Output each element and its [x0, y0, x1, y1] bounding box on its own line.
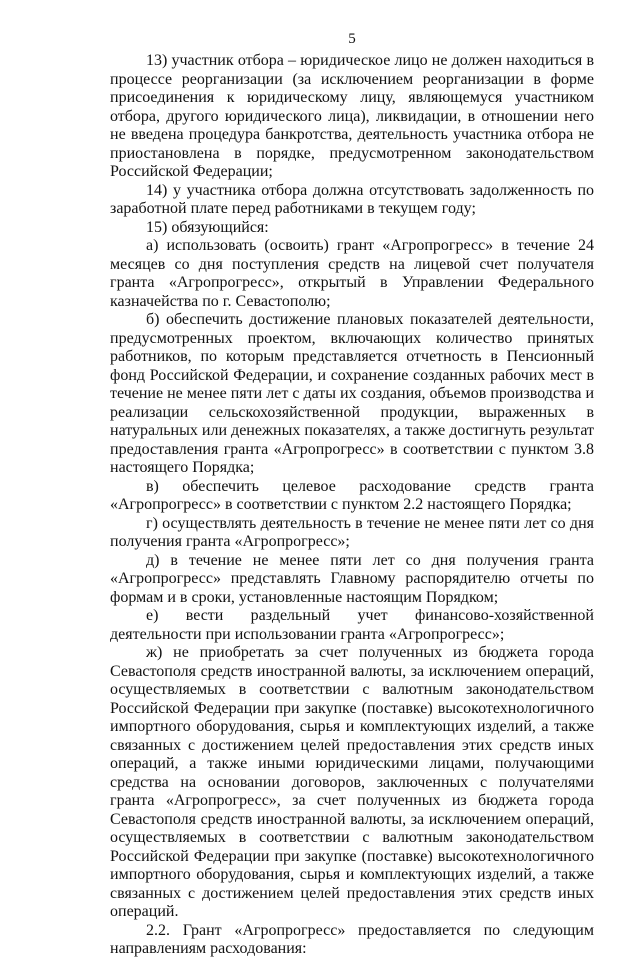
page-number: 5 — [348, 31, 356, 47]
paragraph-15-obligations: 15) обязующийся: — [146, 218, 269, 236]
paragraph-13-reorganization: 13) участник отбора – юридическое лицо не должен находиться в процессе реорганизации (за исключением реорганизации в форме присоединения к юридическому лицу, являющемуся участником отбора, другого юридического лица), ликвидации, в отношении него не введена процедура банкротства, деятельность участника отбора не приостановлена в порядке, предусмотренном законодательством Российской Федерации; — [110, 52, 594, 180]
document-body — [110, 52, 594, 959]
paragraph-b-targets: б) обеспечить достижение плановых показателей деятельности, предусмотренных проектом, включающих количество принятых работников, по которым представляется отчетность в Пенсионный фонд Российской Федерации, и сохранение созданных рабочих мест в течение не менее пяти лет с даты их создания, объемов производства и реализации сельскохозяйственной продукции, выраженных в натуральных или денежных показателях, а также достигнуть результат предоставления гранта «Агропрогресс» в соответствии с пунктом 3.8 настоящего Порядка; — [110, 311, 594, 476]
paragraph-14-wage-debt: 14) у участника отбора должна отсутствовать задолженность по заработной плате перед работниками в текущем году; — [110, 181, 594, 217]
paragraph-e-accounting: е) вести раздельный учет финансово-хозяйственной деятельности при использовании гранта «Агропрогресс»; — [110, 607, 594, 643]
paragraph-g-activity: г) осуществлять деятельность в течение не менее пяти лет со дня получения гранта «Агропрогресс»; — [110, 514, 594, 550]
paragraph-zh-currency: ж) не приобретать за счет полученных из бюджета города Севастополя средств иностранной валюты, за исключением операций, осуществляемых в соответствии с валютным законодательством Российской Федерации при закупке (поставке) высокотехнологичного импортного оборудования, сырья и комплектующих изделий, а также связанных с достижением целей предоставления этих средств иных операций, а также иными юридическими лицами, получающими средства на основании договоров, заключенных с получателями гранта «Агропрогресс», за счет полученных из бюджета города Севастополя средств иностранной валюты, за исключением операций, осуществляемых в соответствии с валютным законодательством Российской Федерации при закупке (поставке) высокотехнологичного импортного оборудования, сырья и комплектующих изделий, а также связанных с достижением целей предоставления этих средств иных операций. — [110, 644, 594, 920]
paragraph-2-2-directions: 2.2. Грант «Агропрогресс» предоставляется по следующим направлениям расходования: — [110, 921, 594, 957]
paragraph-v-spending: в) обеспечить целевое расходование средств гранта «Агропрогресс» в соответствии с пунктом 2.2 настоящего Порядка; — [110, 477, 594, 513]
paragraph-d-reports: д) в течение не менее пяти лет со дня получения гранта «Агропрогресс» представлять Главному распорядителю отчеты по формам и в сроки, установленные настоящим Порядком; — [110, 551, 594, 606]
paragraph-a-use-grant: а) использовать (освоить) грант «Агропрогресс» в течение 24 месяцев со дня поступления средств на лицевой счет получателя гранта «Агропрогресс», открытый в Управлении Федерального казначейства по г. Севастополю; — [110, 237, 594, 310]
